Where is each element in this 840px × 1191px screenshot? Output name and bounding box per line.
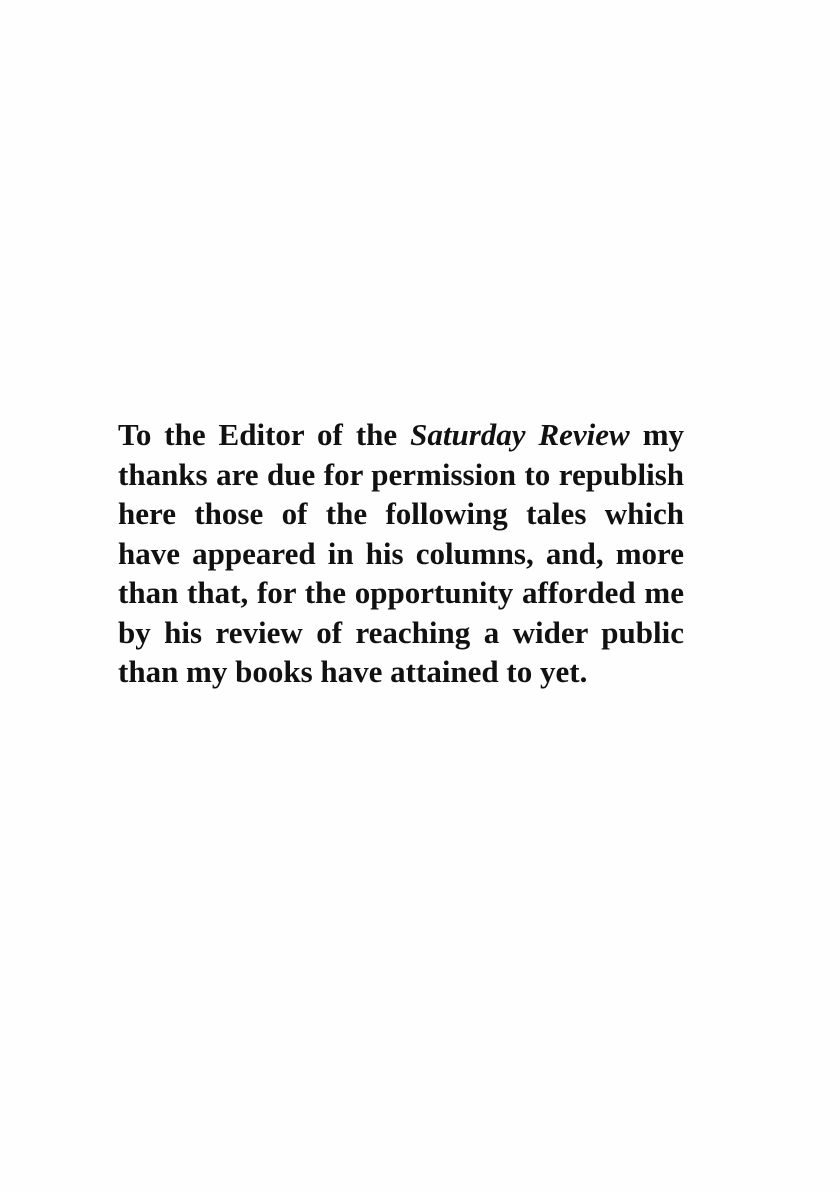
line-1-start: To the Editor of the xyxy=(118,417,398,452)
paragraph-line-1 xyxy=(118,415,684,455)
paragraph-line-4: have appeared in his columns, and, more xyxy=(118,535,684,571)
paragraph-line-2: thanks are due for permission to republish xyxy=(118,456,684,492)
paragraph-line-5: than that, for the opportunity afforded me xyxy=(118,575,684,610)
paragraph-line-3: here those of the following tales which xyxy=(118,496,684,531)
periodical-title: Saturday Review xyxy=(410,417,630,452)
paragraph-line-7: than my books have attained to yet. xyxy=(118,654,588,689)
acknowledgement-paragraph xyxy=(118,415,684,692)
paragraph-line-6: by his review of reaching a wider public xyxy=(118,614,684,650)
line-1-end: my xyxy=(642,417,685,452)
